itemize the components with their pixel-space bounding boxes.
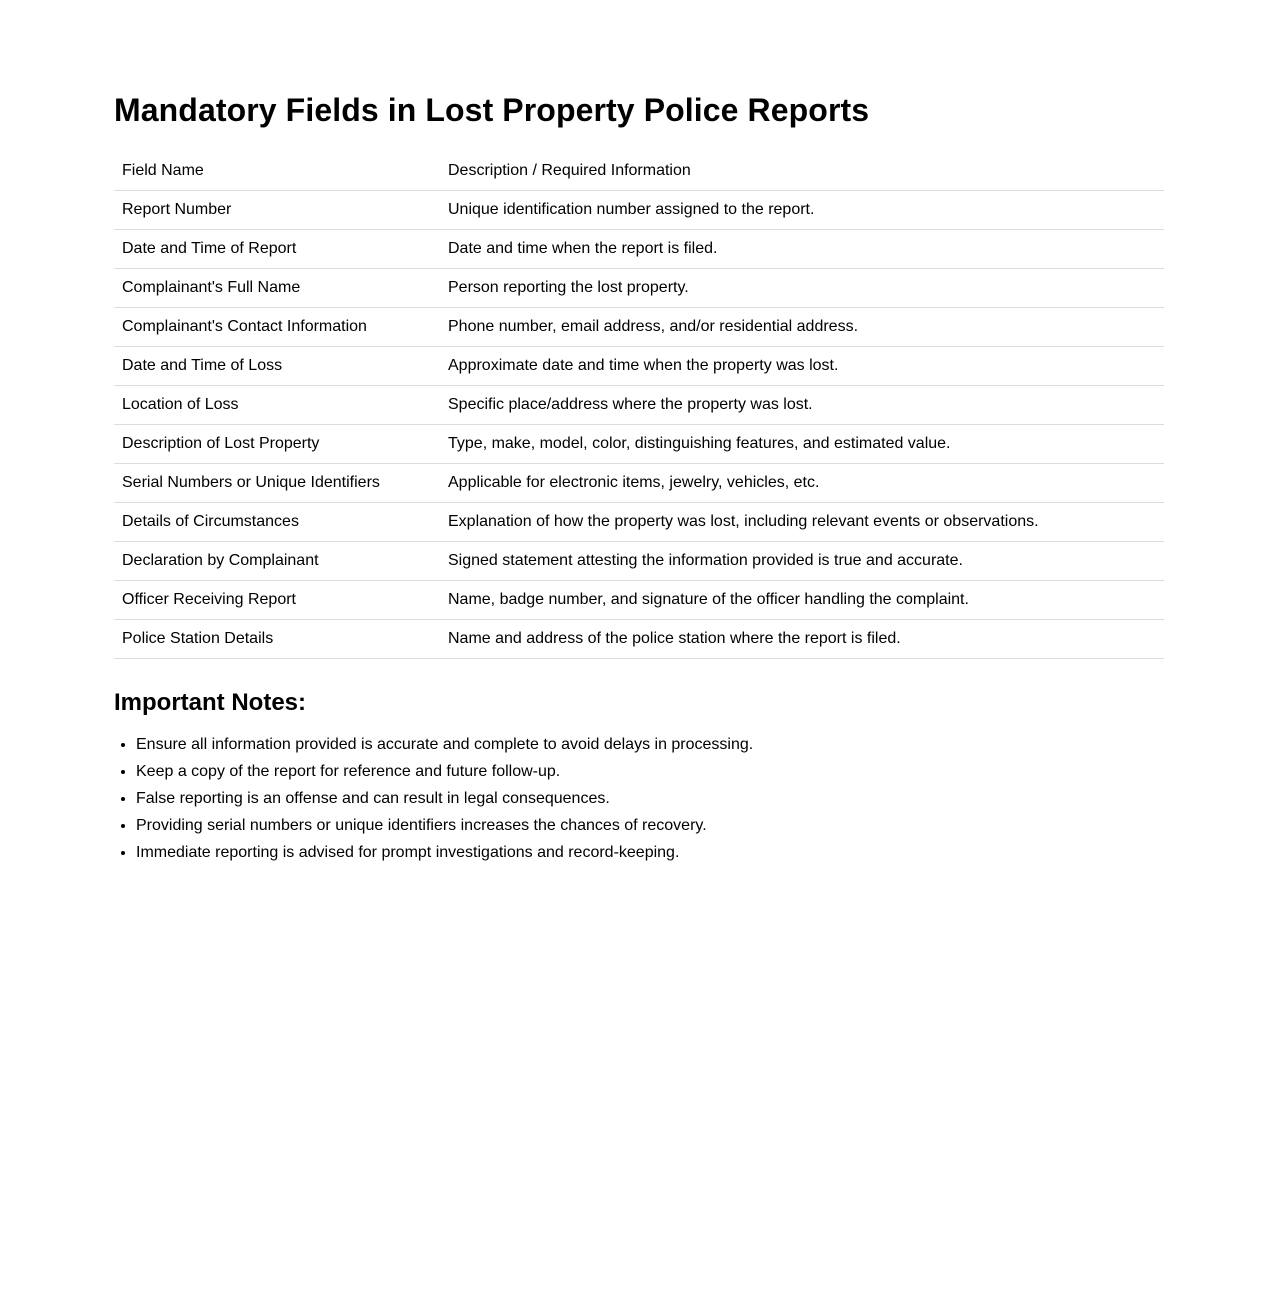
description-cell: Type, make, model, color, distinguishing features, and estimated value. — [440, 425, 1164, 464]
table-row — [114, 347, 1164, 386]
fields-table — [114, 152, 1164, 659]
description-cell: Signed statement attesting the information provided is true and accurate. — [440, 542, 1164, 581]
description-cell: Unique identification number assigned to the report. — [440, 191, 1164, 230]
field-name-cell: Officer Receiving Report — [114, 581, 440, 620]
description-cell: Explanation of how the property was lost, including relevant events or observations. — [440, 503, 1164, 542]
description-cell: Specific place/address where the property was lost. — [440, 386, 1164, 425]
document — [114, 88, 1164, 866]
description-cell: Person reporting the lost property. — [440, 269, 1164, 308]
table-row — [114, 386, 1164, 425]
field-name-cell: Date and Time of Report — [114, 230, 440, 269]
table-row — [114, 542, 1164, 581]
list-item: • False reporting is an offense and can result in legal consequences. — [136, 785, 1164, 812]
table-header-row — [114, 152, 1164, 191]
field-name-cell: Police Station Details — [114, 620, 440, 659]
table-row — [114, 464, 1164, 503]
table-row — [114, 581, 1164, 620]
list-item: • Providing serial numbers or unique identifiers increases the chances of recovery. — [136, 812, 1164, 839]
description-cell: Applicable for electronic items, jewelry, vehicles, etc. — [440, 464, 1164, 503]
description-cell: Phone number, email address, and/or residential address. — [440, 308, 1164, 347]
field-name-cell: Declaration by Complainant — [114, 542, 440, 581]
notes-list — [114, 731, 1164, 866]
table-row — [114, 425, 1164, 464]
list-item: • Immediate reporting is advised for prompt investigations and record-keeping. — [136, 839, 1164, 866]
table-row — [114, 620, 1164, 659]
field-name-cell: Date and Time of Loss — [114, 347, 440, 386]
table-row — [114, 308, 1164, 347]
table-row — [114, 503, 1164, 542]
list-item: • Keep a copy of the report for reference and future follow-up. — [136, 758, 1164, 785]
description-cell: Name, badge number, and signature of the officer handling the complaint. — [440, 581, 1164, 620]
column-header-description: Description / Required Information — [440, 152, 1164, 191]
table-row — [114, 269, 1164, 308]
field-name-cell: Location of Loss — [114, 386, 440, 425]
field-name-cell: Serial Numbers or Unique Identifiers — [114, 464, 440, 503]
column-header-field-name: Field Name — [114, 152, 440, 191]
field-name-cell: Complainant's Full Name — [114, 269, 440, 308]
field-name-cell: Report Number — [114, 191, 440, 230]
field-name-cell: Description of Lost Property — [114, 425, 440, 464]
description-cell: Name and address of the police station where the report is filed. — [440, 620, 1164, 659]
description-cell: Date and time when the report is filed. — [440, 230, 1164, 269]
field-name-cell: Complainant's Contact Information — [114, 308, 440, 347]
table-row — [114, 191, 1164, 230]
notes-heading: Important Notes: — [114, 689, 306, 716]
list-item: • Ensure all information provided is accurate and complete to avoid delays in processing. — [136, 731, 1164, 758]
description-cell: Approximate date and time when the property was lost. — [440, 347, 1164, 386]
field-name-cell: Details of Circumstances — [114, 503, 440, 542]
table-row — [114, 230, 1164, 269]
page-title: Mandatory Fields in Lost Property Police Reports — [114, 92, 870, 128]
